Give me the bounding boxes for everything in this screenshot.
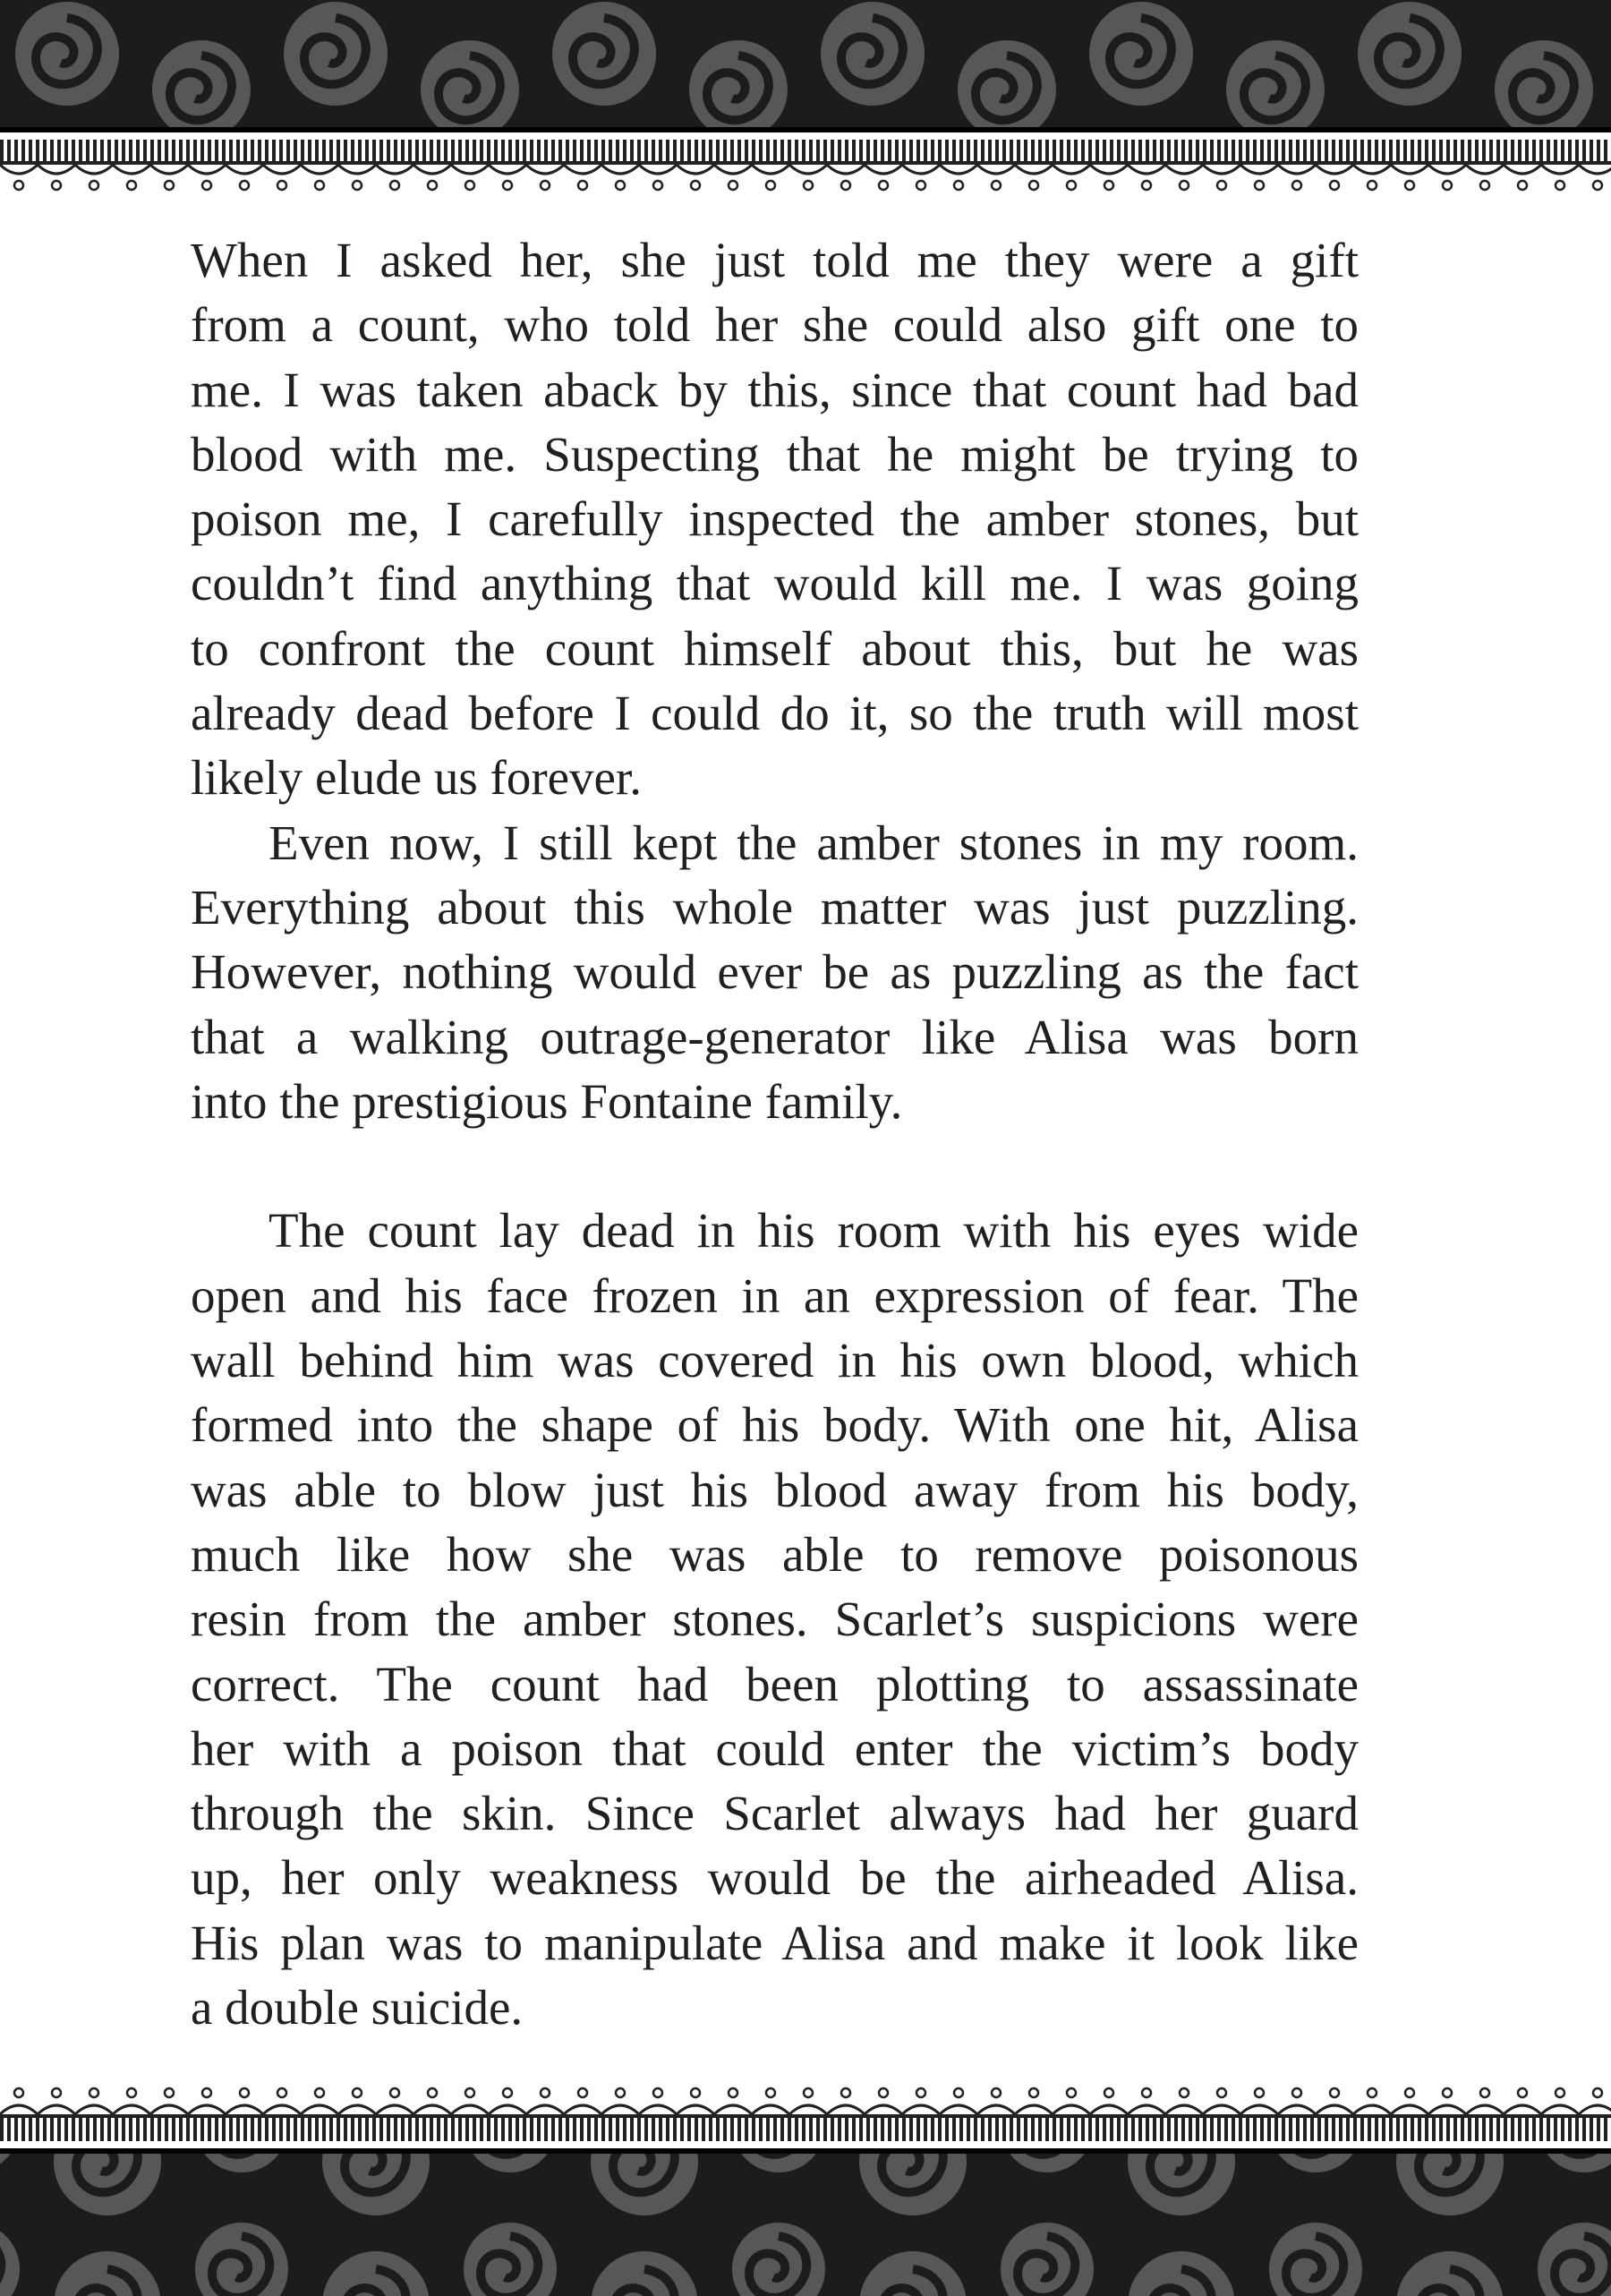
paragraph [191,1199,1359,2040]
text-line: a double suicide. [191,1980,524,2036]
text-line: When I asked her, she just told me they were a gift [191,233,1359,287]
text-line: to confront the count himself about this, but he was [191,620,1359,676]
text-line: her with a poison that could enter the victim’s body [191,1720,1359,1776]
text-line: blood with me. Suspecting that he might be trying to [191,426,1359,482]
text-line: already dead before I could do it, so the truth will most [191,686,1359,741]
text-line: The count lay dead in his room with his eyes wide [268,1203,1359,1259]
text-line: Everything about this whole matter was just puzzling. [191,879,1359,935]
text-line: wall behind him was covered in his own blood, which [191,1333,1359,1388]
text-line: couldn’t find anything that would kill me. I was going [191,556,1359,611]
text-line: much like how she was able to remove poisonous [191,1526,1359,1582]
text-line: Even now, I still kept the amber stones in my room. [268,815,1359,870]
text-line: me. I was taken aback by this, since that count had bad [191,362,1359,417]
text-line: was able to blow just his blood away from his body, [191,1462,1359,1517]
text-line: from a count, who told her she could also gift one to [191,297,1359,353]
text-line: that a walking outrage-generator like Alisa was born [191,1009,1359,1064]
body-text [191,228,1359,2040]
text-line: up, her only weakness would be the airheaded Alisa. [191,1850,1359,1906]
text-line: through the skin. Since Scarlet always had her guard [191,1786,1359,1841]
text-line: His plan was to manipulate Alisa and make it look like [191,1915,1359,1970]
text-line: poison me, I carefully inspected the amber stones, but [191,491,1359,547]
text-line: formed into the shape of his body. With one hit, Alisa [191,1397,1359,1453]
top-rose-border [0,0,1611,201]
text-line: However, nothing would ever be as puzzling as the fact [191,944,1359,1000]
paragraph [191,811,1359,1134]
bottom-rose-border [0,2077,1611,2296]
scene-break [191,1134,1359,1199]
text-line: into the prestigious Fontaine family. [191,1073,903,1129]
text-line: open and his face frozen in an expression of fear. The [191,1267,1359,1323]
text-line: resin from the amber stones. Scarlet’s suspicions were [191,1592,1359,1647]
text-line: likely elude us forever. [191,750,642,806]
paragraph [191,228,1359,811]
text-line: correct. The count had been plotting to assassinate [191,1656,1359,1711]
